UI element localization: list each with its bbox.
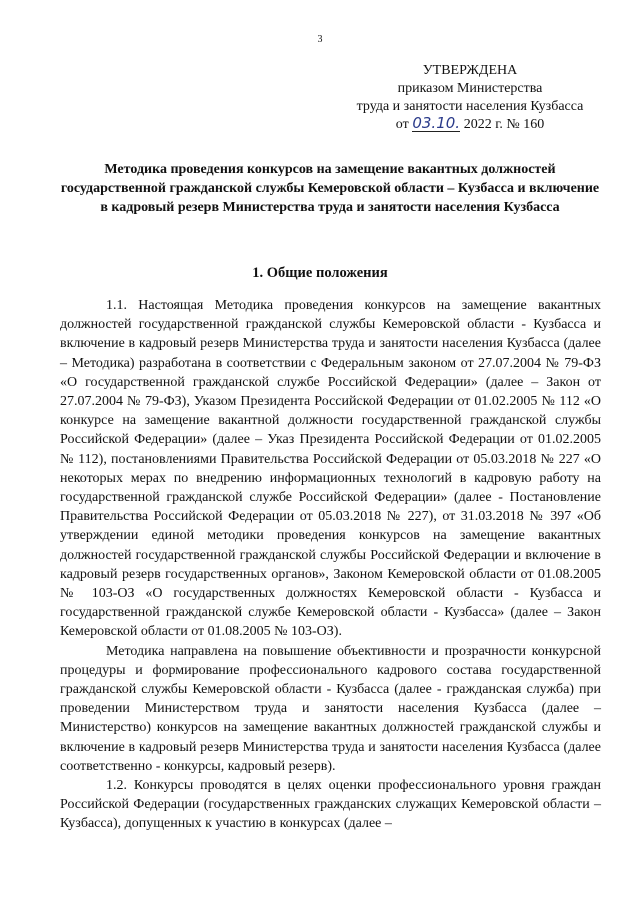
approval-line-order: приказом Министерства [397,81,543,96]
approval-date-suffix: 2022 г. № 160 [463,117,545,132]
section-heading: 1. Общие положения [252,265,388,281]
paragraph-1-2: 1.2. Конкурсы проводятся в целях оценки профессионального уровня граждан Российской Федерации (государственных гражданских служащих Кемеровской области – Кузбасса), допущенных к участию в конкурсах (далее – [60,778,601,832]
approval-line-ministry: труда и занятости населения Кузбасса [356,99,584,114]
paragraph-1-1: 1.1. Настоящая Методика проведения конкурсов на замещение вакантных должностей государственной гражданской службы Кемеровской области - Кузбасса и включение в кадровый резерв Министерства труда и занятости населения Кузбасса (далее – Методика) разработана в соответствии с Федеральным законом от 27.07.2004 № 79-ФЗ «О государственной гражданской службе Российской Федерации» (далее – Закон от 27.07.2004 № 79-ФЗ), Указом Президента Российской Федерации от 01.02.2005 № 112 «О конкурсе на замещение вакантной должности государственной гражданской службы Российской Федерации» (далее – Указ Президента Российской Федерации от 01.02.2005 № 112), постановлениями Правительства Российской Федерации от 05.03.2018 № 227 «О некоторых мерах по внедрению информационных технологий в кадровую работу на государственной гражданской службе Российской Федерации» (далее - Постановление Правительства Российской Федерации от 05.03.2018 № 227), от 31.03.2018 № 397 «Об утверждении единой методики проведения конкурсов на замещение вакантных должностей государственной гражданской службы Российской Федерации и включение в кадровый резерв государственных органов», Законом Кемеровской области от 01.08.2005 № 103-ОЗ «О государственных должностях Кемеровской области - Кузбасса и государственной гражданской службе Кемеровской области - Кузбасса» (далее – Закон Кемеровской области от 01.08.2005 № 103-ОЗ). [60,298,601,640]
paragraph-purpose: Методика направлена на повышение объективности и прозрачности конкурсной процедуры и формирование профессионального кадрового состава государственной гражданской службы Кемеровской области - Кузбасса (далее - гражданская служба) при проведении Министерством труда и занятости населения Кузбасса (далее – Министерство) конкурсов на замещение вакантных должностей гражданской службы и включение в кадровый резерв Министерства труда и занятости населения Кузбасса (далее соответственно - конкурсы, кадровый резерв). [60,643,601,774]
page-number: 3 [317,34,323,45]
approval-stamp-block [335,62,605,134]
approval-date-prefix: от [395,117,409,132]
document-title: Методика проведения конкурсов на замещение вакантных должностей государственной гражданской службы Кемеровской области – Кузбасса и включение в кадровый резерв Министерства труда и занятости населения Кузбасса [60,162,600,215]
approval-date-line [335,116,605,134]
document-body [60,296,601,834]
approval-date-handwritten: 03.10. [412,114,461,132]
approval-heading: УТВЕРЖДЕНА [422,63,518,78]
